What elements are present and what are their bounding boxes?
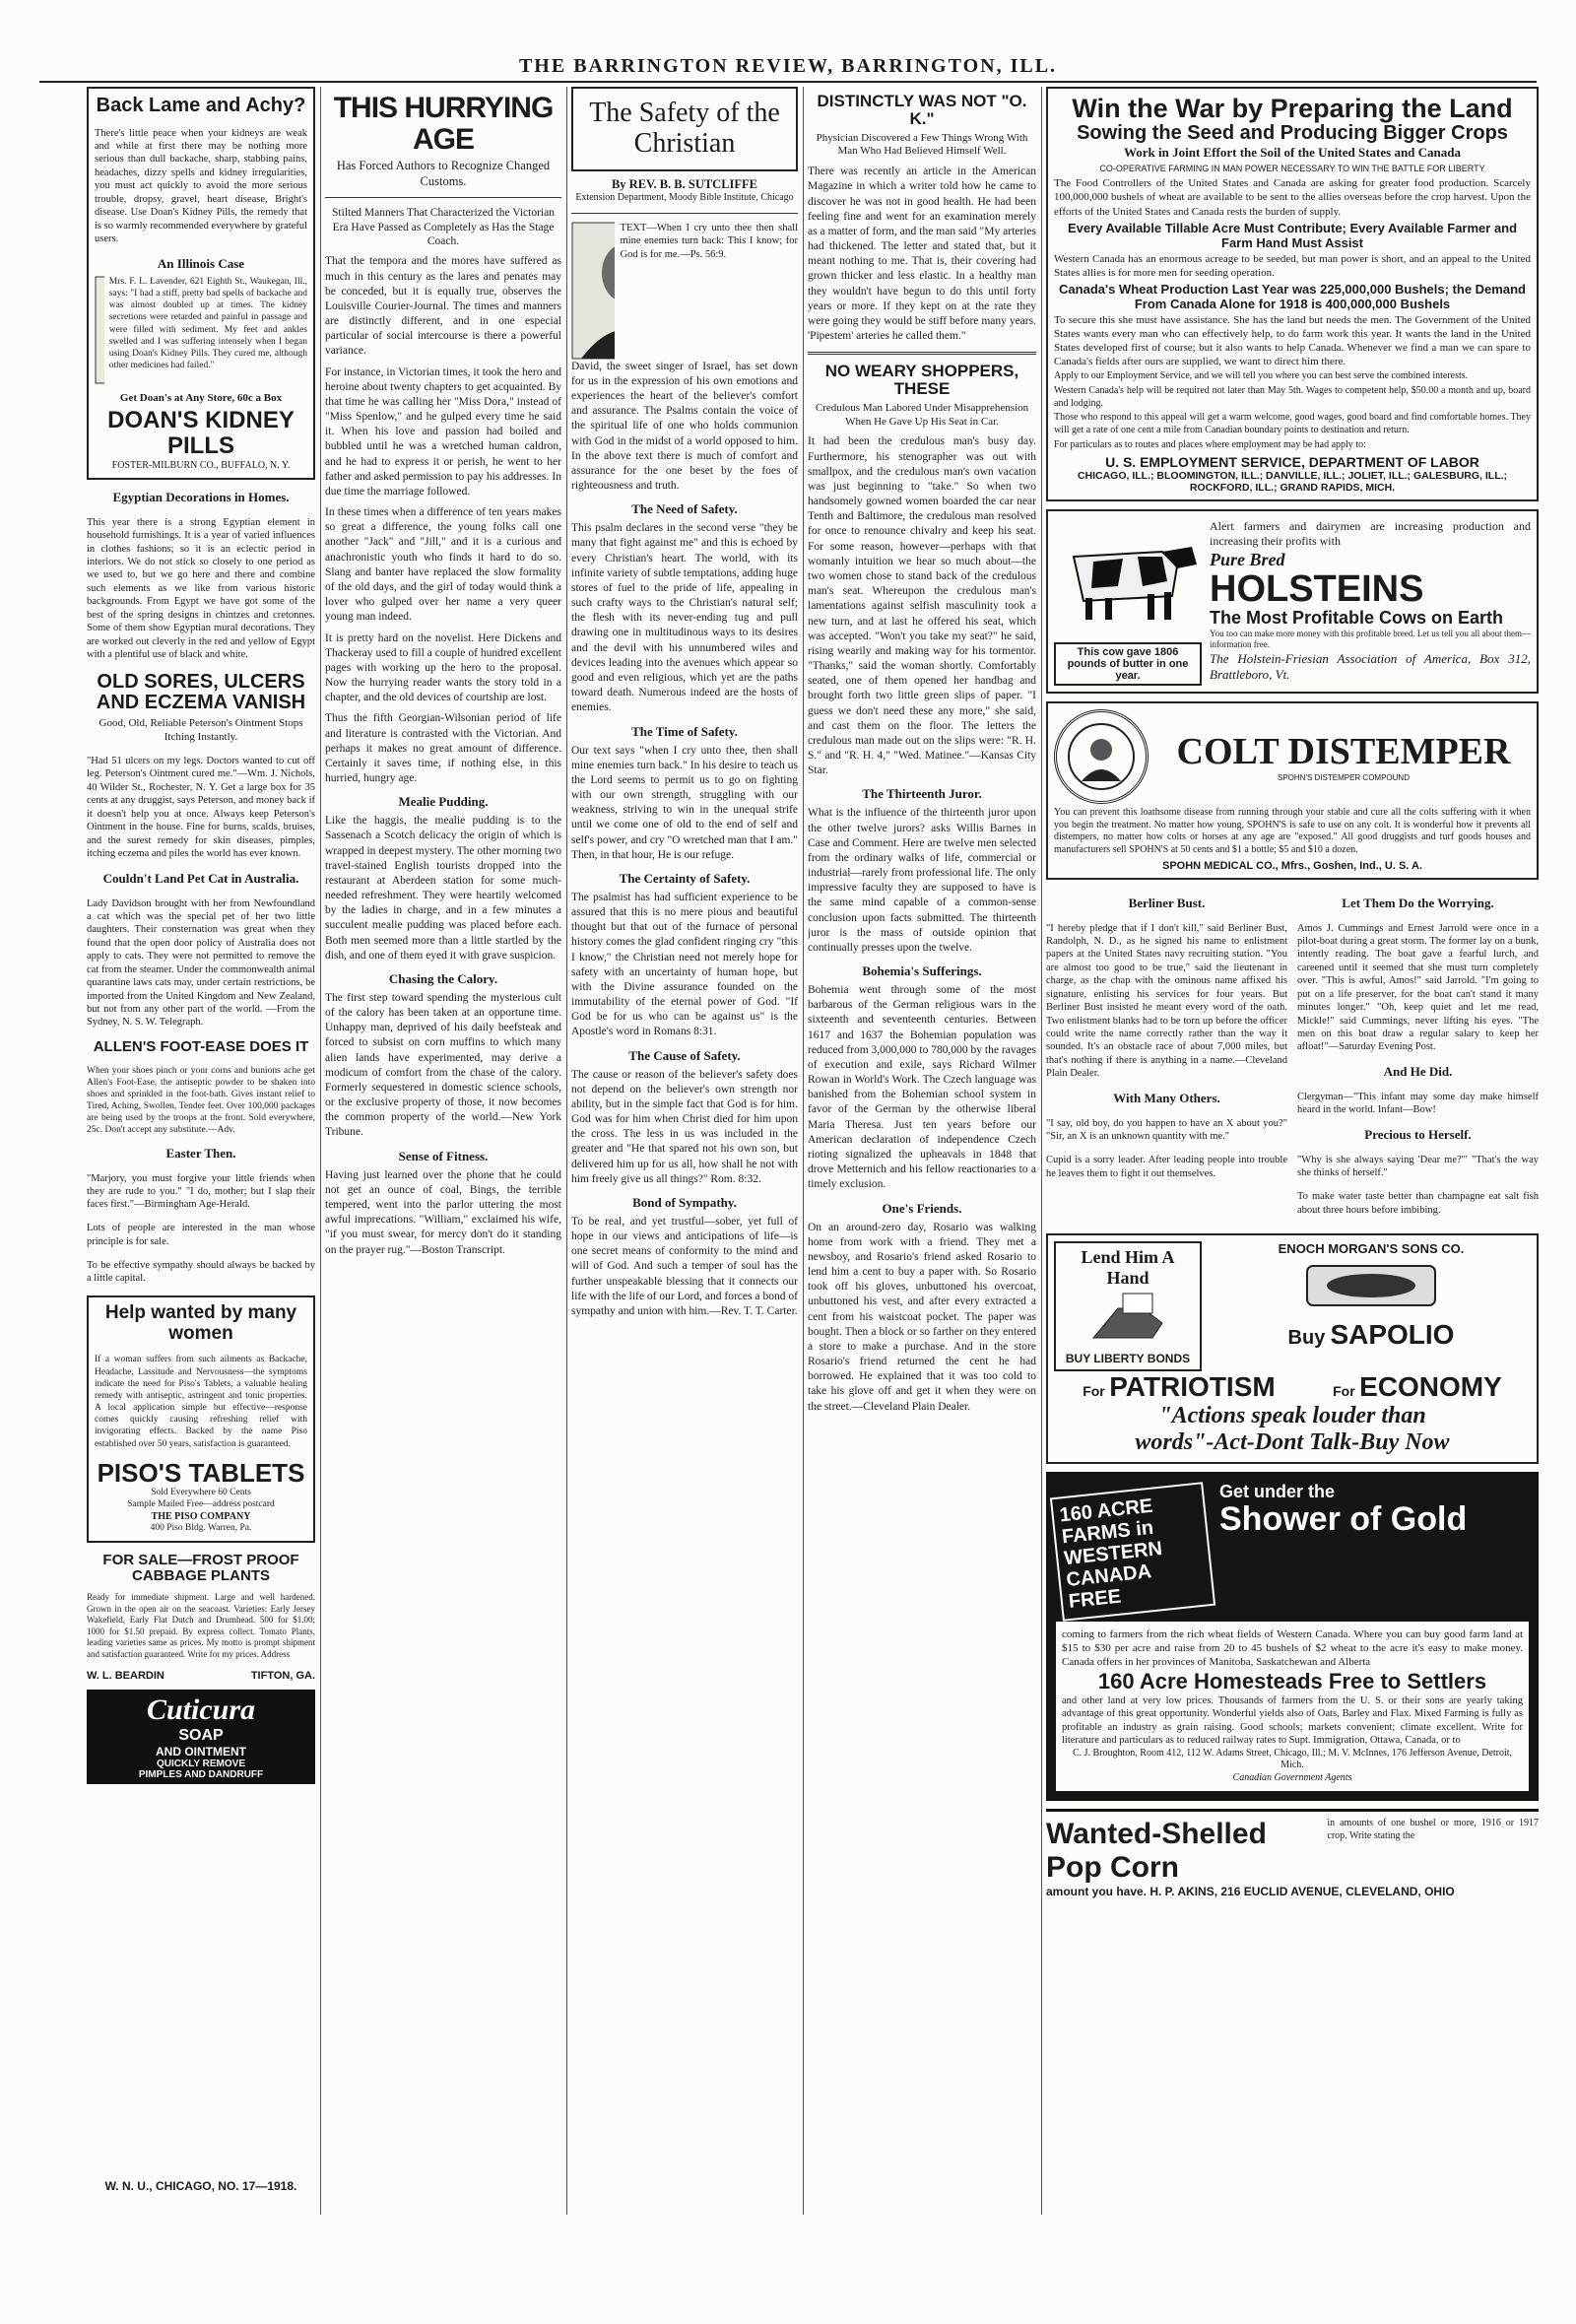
- cupid-filler: Cupid is a sorry leader. After leading people into trouble he leaves them to fight it out themselves.: [1046, 1155, 1287, 1179]
- cuticura-ad: [87, 1690, 315, 1784]
- column-rule: [803, 87, 804, 2215]
- sapolio-slogan-1: "Actions speak louder than: [1158, 1402, 1426, 1428]
- hurry-title: THIS HURRYING AGE: [333, 92, 554, 156]
- cats-body: Lady Davidson brought with her from Newfoundland a cat which was the special pet of her two little daughters. Their consternation was great when they found that the open door policy of Australia does not apply to cats. They were not permitted to remove the cat from the steamer. Under the commonwealth animal quarantine laws cats may, under certain restrictions, be imported from the United Kingdom and New Zealand, but not from any other part of the world. —From the Sydney, N. S. W. Telegraph.: [87, 897, 315, 1029]
- others-body: "I say, old boy, do you happen to have an X about you?" "Sir, an X is an unknown quantity with me.": [1046, 1117, 1287, 1143]
- friends-body: On an around-zero day, Rosario was walking home from work with a friend. They met a newsboy, and Rosario's friend asked Rosario to lend him a cent to buy a paper with. So Rosario took off his gloves, unbuttoned his overcoat, unbuttoned his vest, and after every extracted a cent from his waistcoat pocket. The paper was bought. Then a block or so farther on they entered a store to make a purchase. And in the store Rosario's friend returned the cent he had borrowed. He explained that it was too cold to take his glove off and get it when they were on the street.—Cleveland Plain Dealer.: [808, 1221, 1036, 1413]
- popcorn-title: Wanted-Shelled Pop Corn: [1046, 1817, 1267, 1884]
- berliner-title: Berliner Bust.: [1128, 896, 1206, 911]
- shower-homestead: 160 Acre Homesteads Free to Settlers: [1097, 1668, 1487, 1693]
- filler-1: Lots of people are interested in the man whose principle is for sale.: [87, 1223, 315, 1247]
- juror-title: The Thirteenth Juror.: [862, 786, 982, 802]
- mealie-title: Mealie Pudding.: [398, 794, 489, 810]
- war-bold-2: Canada's Wheat Production Last Year was 225,000,000 Bushels; the Demand From Canada Alone for 1918 is 400,000,000 Bushels: [1059, 281, 1526, 311]
- bohemia-body: Bohemia went through some of the most barbarous of the German religious wars in the sixteenth and seventeenth centuries. Between 1617 and 1637 the Bohemian population was reduced from 3,000,000 to 780,000 by the ravages of execution and exile, says Richard Wilmer Rowan in World's Work. The Czech language was banished from the Bohemian school system in favor of the German by the otherwise liberal Maria Theresa. Just ten years before our American declaration of independence Czech rioting signalized the upheavals in 1848 that drove Metternich and his fellow reactionaries to a timely exclusion.: [808, 984, 1036, 1191]
- cabbage-body: Ready for immediate shipment. Large and well hardened. Grown in the open air on the seacoast. Varieties: Early Jersey Wakefield, Early Flat Dutch and Drumhead. 500 for $1.00; 1000 for $1.50 prepaid. By express collect. Tomato Plants, leading varieties same as prices. My motto is prompt shipment and satisfaction guaranteed. Write for my prices. Address: [87, 1592, 315, 1659]
- berliner-body: "I hereby pledge that if I don't kill," said Berliner Bust, Randolph, N. D., as he signed his name to enlistment papers at the United States navy recruiting station. "You are almost too good to be true," said the lieutenant in charge, as the chap with the ominous name affixed his signature, enlisting his services for four years. But Berliner Bust insisted he meant every word of the oath. Two enlistment blanks had to be torn up before the officer could write the name correctly rather than the way it sounded. It's an obstacle race of about 7,000 miles, but that's nothing if there is anything in a name.—Cleveland Plain Dealer.: [1046, 922, 1287, 1080]
- shower-body-2: and other land at very low prices. Thousands of farmers from the U. S. or their sons are yearly taking advantage of this great opportunity. Wonderful yields also of Oats, Barley and Flax. Mixed Farming is fully as profitable an industry as grain raising. Good schools; markets convenient; climate excellent. Write for literature and particulars as to reduced railway rates to Supt. Immigration, Ottawa, Canada, or to: [1062, 1694, 1523, 1747]
- time-title: The Time of Safety.: [631, 723, 738, 739]
- war-p5: Western Canada's help will be required not later than May 5th. Wages to competent help, $50.00 a month and up, board and lodging.: [1054, 384, 1531, 409]
- holstein-brand: HOLSTEINS: [1210, 567, 1424, 610]
- piso-ad: [87, 1295, 315, 1543]
- cow-icon: [1054, 517, 1202, 635]
- shower-agent: C. J. Broughton, Room 412, 112 W. Adams Street, Chicago, Ill.; M. V. McInnes, 176 Jefferson Avenue, Detroit, Mich.: [1072, 1747, 1513, 1771]
- sapolio-ad: [1046, 1233, 1539, 1464]
- cabbage-title: FOR SALE—FROST PROOF CABBAGE PLANTS: [102, 1551, 299, 1584]
- fitness-title: Sense of Fitness.: [398, 1148, 489, 1163]
- worrying-body: Amos J. Cummings and Ernest Jarrold were once in a pilot-boat during a great storm. The former lay on a bunk, intently reading. The boat gave a fearful lurch, and careened until it seemed that she must turn completely over. "This is awful, Amos!" said Jarrold. "I'm going to put on a life preserver, for the boat can't stand it many minutes longer." "Oh, keep quiet and let me read, Mickle!" said Cummings, never lifting his eyes. "The men on this boat draw a regular salary to keep her afloat!"—Saturday Evening Post.: [1297, 922, 1539, 1053]
- worrying-title: Let Them Do the Worrying.: [1342, 896, 1494, 911]
- column-5: [1046, 87, 1539, 2215]
- doans-ad: [87, 87, 315, 480]
- column-1: [87, 87, 315, 2215]
- sapolio-for-2: For: [1333, 1382, 1355, 1399]
- need-title: The Need of Safety.: [631, 501, 738, 517]
- piso-title: Help wanted by many women: [104, 1302, 297, 1345]
- war-p7: For particulars as to routes and places where employment may be had apply to:: [1054, 439, 1366, 451]
- precious-title: Precious to Herself.: [1364, 1127, 1472, 1143]
- column-rule: [320, 87, 321, 2215]
- friends-title: One's Friends.: [882, 1200, 962, 1216]
- war-service: U. S. EMPLOYMENT SERVICE, DEPARTMENT OF LABOR: [1105, 453, 1479, 470]
- cuticura-brand: Cuticura: [146, 1693, 256, 1726]
- fitness-body: Having just learned over the phone that he could not get an ounce of coal, Bings, the terrible tempered, went into the parlor uttering the most awful imprecations. "William," exclaimed his wife, "if you must swear, for mercy don't do it standing on the prayer rug."—Boston Transcript.: [325, 1168, 561, 1256]
- safety-dept: Extension Department, Moody Bible Institute, Chicago: [575, 192, 794, 204]
- holstein-alert: Alert farmers and dairymen are increasing production and increasing their profits with: [1210, 518, 1531, 549]
- egyptian-title: Egyptian Decorations in Homes.: [112, 490, 290, 505]
- ok-sub: Physician Discovered a Few Things Wrong With Man Who Had Believed Himself Well.: [816, 131, 1028, 158]
- doans-body: There's little peace when your kidneys are weak and while at first there may be nothing more serious than dull backache, sharp, stabbing pains, headaches, dizzy spells and kidney irregularities, you must act quickly to avoid the more serious trouble, dropsy, gravel, heart disease, Bright's disease. Use Doan's Kidney Pills, the remedy that is so warmly recommended everywhere by grateful users.: [95, 127, 307, 244]
- safety-title: The Safety of the Christian: [589, 98, 780, 159]
- sores-body: "Had 51 ulcers on my legs. Doctors wanted to cut off leg. Peterson's Ointment cured me."—Wm. J. Nichols, 40 Wilder St., Rochester, N. Y. Get a large box for 35 cents at any druggist, says Peterson, and money back if it doesn't help you at once. Always keep Peterson's Ointment in the house. Fine for burns, scalds, bruises, and the surest remedy for skin diseases, pimples, itching eczema and piles the world has ever known.: [87, 756, 315, 860]
- popcorn-side: in amounts of one bushel or more, 1916 or 1917 crop. Write stating the: [1327, 1817, 1539, 1841]
- war-bold-1: Every Available Tillable Acre Must Contribute; Every Available Farmer and Farm Hand Must Assist: [1067, 220, 1518, 250]
- shower-gold: Shower of Gold: [1219, 1499, 1468, 1538]
- sapolio-buy-bonds: BUY LIBERTY BONDS: [1065, 1351, 1191, 1365]
- easter-title: Easter Then.: [165, 1146, 236, 1162]
- spohn-seal: [1054, 709, 1149, 804]
- cause-title: The Cause of Safety.: [628, 1047, 741, 1063]
- shower-get: Get under the: [1219, 1481, 1336, 1501]
- holstein-pure: Pure Bred: [1210, 549, 1285, 569]
- egyptian-body: This year there is a strong Egyptian element in household furnishings. It is a year of varied influences in clothes fashions; so it is an eclectic period in interiors. We do not stick so closely to one period as we used to, but we go here and there and combine such elements as we like from various historic backgrounds. From Egypt we have got some of the best of the spring designs in chintzes and cretonnes. Some of them show Egyptian mural decorations. They are worked out cleverly in the red and yellow of Egypt with a plentiful use of black and white.: [87, 516, 315, 661]
- sapolio-morgan: ENOCH MORGAN'S SONS CO.: [1278, 1240, 1465, 1256]
- piso-sample: Sample Mailed Free—address postcard: [127, 1498, 275, 1509]
- colt-seal-text: SPOHN'S DISTEMPER COMPOUND: [1278, 773, 1410, 783]
- juror-body: What is the influence of the thirteenth juror upon the other twelve jurors? asks Willis Barnes in Case and Comment. Here are twelve men selected from the ordinary walks of life, commercial or industrial—rarely from professional life. The only impressive faculty they are supposed to have is the same mind capable of a common-sense conclusion upon facts submitted. The thirteenth juror is the mass of outside opinion that continually presses upon the twelve.: [808, 807, 1036, 954]
- doans-case: Mrs. F. L. Lavender, 621 Eighth St., Waukegan, Ill., says: "I had a stiff, pretty bad spells of backache and was almost doubled up at times. The kidney secretions were retarded and painful in passage and were filled with sediment. My feet and ankles swelled and I was suffering intensely when I began using Doan's Kidney Pills. They cured me, although other medicines had failed.": [108, 276, 307, 371]
- hurry-sub-1: Has Forced Authors to Recognize Changed Customs.: [336, 159, 551, 188]
- safety-title-box: [571, 87, 798, 171]
- bond-title: Bond of Sympathy.: [632, 1194, 737, 1210]
- bohemia-title: Bohemia's Sufferings.: [862, 963, 982, 979]
- war-title: Win the War by Preparing the Land: [1072, 94, 1513, 123]
- canada-farms-ad: [1046, 1472, 1539, 1801]
- ok-body: There was recently an article in the American Magazine in which a writer told how he came to discover he was not in good health. He had been feeling fine and went for an examination merely as a matter of form, and the man said "My arteries had thickened. The letter and stated that, but it meant nothing to me. That is, their covering had grown thicker and less elastic. In a healthy man they wouldn't have begun to do this until forty years or more. If they kept on at the rate they were going they would be stiff before many years. 'Pipestem' arteries he called them.": [808, 166, 1036, 343]
- old-title: And He Did.: [1383, 1064, 1453, 1080]
- old-body: Clergyman—"This infant may some day make himself heard in the world. Infant—Bow!: [1297, 1091, 1539, 1116]
- cabbage-place: TIFTON, GA.: [250, 1669, 315, 1682]
- war-sub: Sowing the Seed and Producing Bigger Crops: [1077, 122, 1508, 145]
- colt-body: You can prevent this loathsome disease from running through your stable and cure all the colts suffering with it when you begin the treatment. No matter how young, SPOHN'S is safe to use on any colt. It is wonderful how it prevents all distempers, no matter how colts or horses at any age are "exposed." All good druggists and turf goods houses and manufacturers sell SPOHN'S at 50 cents and $1 a bottle; $5 and $10 a dozen.: [1054, 806, 1531, 856]
- doans-title: Back Lame and Achy?: [96, 95, 306, 116]
- woman-portrait-icon: [95, 276, 104, 384]
- war-coop: CO-OPERATIVE FARMING IN MAN POWER NECESSARY TO WIN THE BATTLE FOR LIBERTY: [1099, 164, 1485, 174]
- sapolio-patriotism: PATRIOTISM: [1109, 1370, 1276, 1402]
- masthead: THE BARRINGTON REVIEW, BARRINGTON, ILL.: [39, 55, 1537, 83]
- holstein-cow-caption: This cow gave 1806 pounds of butter in one year.: [1054, 642, 1202, 686]
- doans-brand: DOAN'S KIDNEY PILLS: [107, 406, 295, 460]
- footease-body: When your shoes pinch or your corns and bunions ache get Allen's Foot-Ease, the antiseptic powder to be shaken into shoes and sprinkled in the foot-bath. Gives instant relief to Tired, Aching, Swollen, Tender feet. Over 100,000 packages are being used by the troops at the front. Sold everywhere, 25c. Don't accept any substitute.—Adv.: [87, 1065, 315, 1136]
- hurry-p3: In these times when a difference of ten years makes so great a difference, the young folks call one another "Jack" and "Jill," and it is a curious and anachronistic youth who finds it hard to do so. Slang and banter have replaced the slow formality of the old days, and the girl of today would think a lover who gulped over her name a very queer young man indeed.: [325, 506, 561, 624]
- column-rule: [1041, 87, 1042, 2215]
- cuticura-line1: SOAP: [178, 1726, 224, 1744]
- cabbage-name: W. L. BEARDIN: [87, 1669, 164, 1682]
- hurry-sub-2: Stilted Manners That Characterized the Victorian Era Have Passed as Completely as Has the Stage Coach.: [332, 207, 555, 247]
- safety-p1: David, the sweet singer of Israel, has set down for us in the expression of his own emotions and experiences the heart of the believer's comfort and assurance. The Psalms contain the voice of the spiritual life of one who holds communion with God in the midst of a world opposed to him. In the above text there is much of comfort and assurance for the one beset by the foes of righteousness and truth.: [571, 360, 798, 493]
- war-ad: [1046, 87, 1539, 501]
- war-p1: The Food Controllers of the United States and Canada are asking for greater food production. Scarcely 100,000,000 bushels of wheat are available to be sent to the allies overseas before the crop harvest. Upon the efforts of the United States and Canada rests the burden of supply.: [1054, 177, 1531, 218]
- holstein-fine: You too can make more money with this profitable breed. Let us tell you all about them—information free.: [1210, 628, 1531, 650]
- sores-title: OLD SORES, ULCERS AND ECZEMA VANISH: [96, 671, 306, 714]
- shower-gov: Canadian Government Agents: [1232, 1772, 1352, 1784]
- piso-address: 400 Piso Bldg. Warren, Pa.: [150, 1523, 252, 1534]
- weary-sub: Credulous Man Labored Under Misapprehension When He Gave Up His Seat in Car.: [815, 401, 1029, 428]
- cuticura-line4: PIMPLES AND DANDRUFF: [138, 1768, 264, 1780]
- doans-maker: FOSTER-MILBURN CO., BUFFALO, N. Y.: [111, 459, 291, 471]
- cuticura-line3: QUICKLY REMOVE: [156, 1758, 246, 1769]
- column-rule: [566, 87, 567, 2215]
- precious-body: "Why is she always saying 'Dear me?'" "That's the way she thinks of herself.": [1297, 1154, 1539, 1179]
- column-2: [325, 87, 561, 2215]
- sapolio-economy: ECONOMY: [1359, 1370, 1502, 1402]
- popcorn-bottom: amount you have. H. P. AKINS, 216 EUCLID AVENUE, CLEVELAND, OHIO: [1046, 1884, 1455, 1898]
- water-filler: To make water taste better than champagne eat salt fish about three hours before imbibing.: [1297, 1191, 1539, 1216]
- piso-sold: Sold Everywhere 60 Cents: [151, 1487, 251, 1497]
- war-cities: CHICAGO, ILL.; BLOOMINGTON, ILL.; DANVILLE, ILL.; JOLIET, ILL.; GALESBURG, ILL.; ROCKFORD, ILL.; GRAND RAPIDS, MICH.: [1077, 469, 1508, 494]
- preacher-portrait-icon: [571, 222, 615, 360]
- sapolio-bar-icon: [1297, 1256, 1445, 1315]
- cats-title: Couldn't Land Pet Cat in Australia.: [102, 871, 299, 887]
- hurry-p1: That the tempora and the mores have suffered as much in this century as the lares and penates may be conceded, but it is equally true, observes the Louisville Courier-Journal. The times and manners are distinctly different, and in one especial particular of social intercourse is there a powerful variance.: [325, 255, 561, 358]
- war-p4: Apply to our Employment Service, and we will tell you where you can best serve the combined interests.: [1054, 370, 1469, 382]
- doans-case-title: An Illinois Case: [157, 255, 245, 271]
- piso-company: THE PISO COMPANY: [151, 1510, 251, 1522]
- calory-title: Chasing the Calory.: [388, 970, 498, 986]
- hand-icon: [1084, 1289, 1172, 1348]
- ok-title: DISTINCTLY WAS NOT "O. K.": [817, 92, 1027, 128]
- holstein-assoc: The Holstein-Friesian Association of America, Box 312, Brattleboro, Vt.: [1210, 650, 1531, 683]
- hurry-p5: Thus the fifth Georgian-Wilsonian period of life and literature is contrasted with the Victorian. And perhaps it makes no great amount of difference. Certainly it saves time, if nothing else, in this hurried, hungry age.: [325, 712, 561, 785]
- certainty-body: The psalmist has had sufficient experience to be assured that this is no mere pious and beautiful thought but that out of the furnace of personal history comes the glad confident ringing cry "this I know," the Christian need not merely hope for safety with an uncertainty of human hope, but with the Divine assurance founded on the immutability of the eternal power of God. "If God be for us who can be against us" is the Apostle's word in Romans 8:31.: [571, 891, 798, 1038]
- cause-body: The cause or reason of the believer's safety does not depend on the believer's own strength nor ability, but in the simple fact that God is for him. God was for him when Christ died for him upon the cross. The less in us was included in the greater and "He that spared not his own son, but delivered him up for us all, how shall he not with him freely give us all things?" Rom. 8:32.: [571, 1068, 798, 1185]
- canada-acre-banner: 160 ACRE FARMS in WESTERN CANADA FREE: [1050, 1482, 1215, 1622]
- colt-maker: SPOHN MEDICAL CO., Mfrs., Goshen, Ind., U. S. A.: [1161, 860, 1423, 873]
- sapolio-brand: SAPOLIO: [1330, 1318, 1455, 1350]
- sapolio-for-1: For: [1083, 1382, 1105, 1399]
- filler-2: To be effective sympathy should always be backed by a little capital.: [87, 1259, 315, 1285]
- others-title: With Many Others.: [1113, 1091, 1220, 1106]
- footease-title: ALLEN'S FOOT-EASE DOES IT: [93, 1038, 309, 1056]
- weary-title: NO WEARY SHOPPERS, THESE: [824, 362, 1019, 399]
- easter-body: "Marjory, you must forgive your little friends when they are rude to you." "I do, mother; but I slap their faces first."—Birmingham Age-Herald.: [87, 1172, 315, 1211]
- war-p6: Those who respond to this appeal will get a warm welcome, good wages, good board and find comfortable homes. They will get a rate of one cent a mile from Canadian boundary points to destination and return.: [1054, 412, 1531, 436]
- mealie-body: Like the haggis, the mealie pudding is to the Sassenach a Scotch delicacy the origin of which is wrapped in deepest mystery. The other morning two travel-stained English tourists dropped into the restaurant at Aberdeen station for some much-needed refreshment. They were heartily welcomed by the ladies in charge, and in a few minutes a succulent mealie pudding was placed before each. Both men seemed more than a little startled by the dish, and one of them eyed it with grave suspicion.: [325, 815, 561, 962]
- sapolio-lend: Lend Him A Hand: [1081, 1246, 1175, 1288]
- certainty-title: The Certainty of Safety.: [619, 870, 751, 886]
- piso-brand: PISO'S TABLETS: [97, 1458, 305, 1489]
- war-p3: To secure this she must have assistance. She has the land but needs the men. The Government of the United States wants every man who can effectively help, to do farm work this year. It wants the land in the United States developed first of course; but it also wants to help Canada. Whenever we find a man we can spare to Canada's fields after ours are supplied, we want to direct him there.: [1054, 313, 1531, 367]
- piso-body: If a woman suffers from such ailments as Backache, Headache, Lassitude and Nervousness—the symptoms indicate the need for Piso's Tablets, a valuable healing remedy with antiseptic, astringent and tonic properties. A local application simple but effective—response comes quickly causing refreshing relief with invigorating effects. Backed by the name Piso established over 50 years, satisfaction is guaranteed.: [95, 1355, 307, 1449]
- need-body: This psalm declares in the second verse "they be many that fight against me" and this is echoed by every Christian's heart. The world, with its infinite variety of subtle temptations, adding huge stores of fuel to the pride of life, appealing in such crafty ways to the Christian's natural self; the flesh with its never-ending tug and pull drawing one in multitudinous ways to its desires and the devil with his unnumbered wiles and devices leading into the avenues which appear so good and even religious, which yet are the paths toward death. Numerous indeed are the hosts of enemies.: [571, 522, 798, 714]
- safety-byline: By REV. B. B. SUTCLIFFE: [611, 176, 758, 191]
- wnu-footer: W. N. U., CHICAGO, NO. 17—1918.: [104, 2179, 297, 2193]
- holstein-ad: [1046, 509, 1539, 694]
- safety-text-ref: TEXT—When I cry unto thee then shall mine enemies turn back: This I know; for God is for me.—Ps. 56:9.: [620, 222, 798, 260]
- weary-body: It had been the credulous man's busy day. Furthermore, his stenographer was out with smallpox, and the credulous man's own vacation was just beginning to "take." So when two handsomely gowned women boarded the car near Tenth and Baltimore, the credulous man resolved for once to renounce chivalry and keep his seat. For some reason, however—perhaps with that womanly intuition we hear so much about—the two women chose to stand back of the credulous man's seat. Whereupon the credulous man's lamentations against selfish masculinity took a new turn, and at last he offered his seat, which was accepted. "Won't you take my seat?" he said, rising wearily and making way for his tormentor. "Thanks," said the woman shortly. Comfortably seated, one of them opened her handbag and brought forth two little green slips of paper. "I guess we don't need these any more," she said, and cast them on the floor. The letters the credulous man made out on the slips were: "R. H. S." and "R. H. 4," "Wed. Matinee."—Kansas City Star.: [808, 435, 1036, 777]
- colt-ad: [1046, 701, 1539, 880]
- column-3: [571, 87, 798, 2215]
- war-p2: Western Canada has an enormous acreage to be seeded, but man power is short, and an appeal to the United States allies is for more men for seeding operation.: [1054, 252, 1531, 279]
- hurry-p2: For instance, in Victorian times, it took the hero and heroine about twenty chapters to get acquainted. By that time he was calling her "Miss Dora," instead of "Miss Spenlow," and he gulped every time he said it. When his love and passion had boiled and bubbled until he was a wretched human caldron, and he had to express it or perish, he went to her father and asked permission to pay his addresses. In due time the marriage followed.: [325, 365, 561, 498]
- holstein-tag: The Most Profitable Cows on Earth: [1210, 607, 1504, 628]
- war-sub-2: Work in Joint Effort the Soil of the United States and Canada: [1124, 145, 1461, 161]
- doans-getline: Get Doan's at Any Store, 60c a Box: [119, 391, 283, 404]
- colt-title: COLT DISTEMPER: [1176, 731, 1511, 773]
- column-4: [808, 87, 1036, 2215]
- sapolio-buy: Buy: [1287, 1326, 1326, 1349]
- sapolio-slogan-2: words"-Act-Dont Talk-Buy Now: [1135, 1428, 1450, 1455]
- calory-body: The first step toward spending the mysterious cult of the calory has been taken at an opportune time. Unhappy man, deprived of his daily beefsteak and forced to subsist on corn muffins to which many alien lands have experimented, may derive a modicum of comfort from the chase of the calory. Formerly sequestered in domestic science schools, or the exclusive property of those, it now becomes the common property of the world.—New York Tribune.: [325, 991, 561, 1139]
- hurry-p4: It is pretty hard on the novelist. Here Dickens and Thackeray used to fill a couple of hundred excellent pages with working up the hero to the proposal. Now the hurrying reader wants the story told in a chapter, and the old devices of courtship are lost.: [325, 631, 561, 704]
- shower-body: coming to farmers from the rich wheat fields of Western Canada. Where you can buy good farm land at $15 to $30 per acre and raise from 20 to 45 bushels of $2 wheat to the acre it's easy to make money. Canada offers in her provinces of Manitoba, Saskatchewan and Alberta: [1062, 1627, 1523, 1668]
- spohn-portrait-icon: [1067, 722, 1136, 791]
- cuticura-line2: AND OINTMENT: [156, 1744, 246, 1759]
- sores-sub: Good, Old, Reliable Peterson's Ointment Stops Itching Instantly.: [98, 717, 303, 743]
- time-body: Our text says "when I cry unto thee, then shall mine enemies turn back." In his desire to teach us the Lord seems to permit us to go on fighting with our own strength, struggling with our weakness, striving to win in the unequal strife until we come one of old to the end of self and self's power, and cry "O wretched man that I am." Then, in that hour, He is our refuge.: [571, 744, 798, 861]
- popcorn-ad: [1046, 1809, 1539, 1898]
- bond-body: To be real, and yet trustful—sober, yet full of hope in our views and anticipations of life—is one secret means of conformity to the mind and will of God. And such a temper of soul has the further unspeakable blessing that it connects our life with the life of our Lord, and forces a bond of sympathy and union with him.—Rev. T. T. Carter.: [571, 1215, 798, 1317]
